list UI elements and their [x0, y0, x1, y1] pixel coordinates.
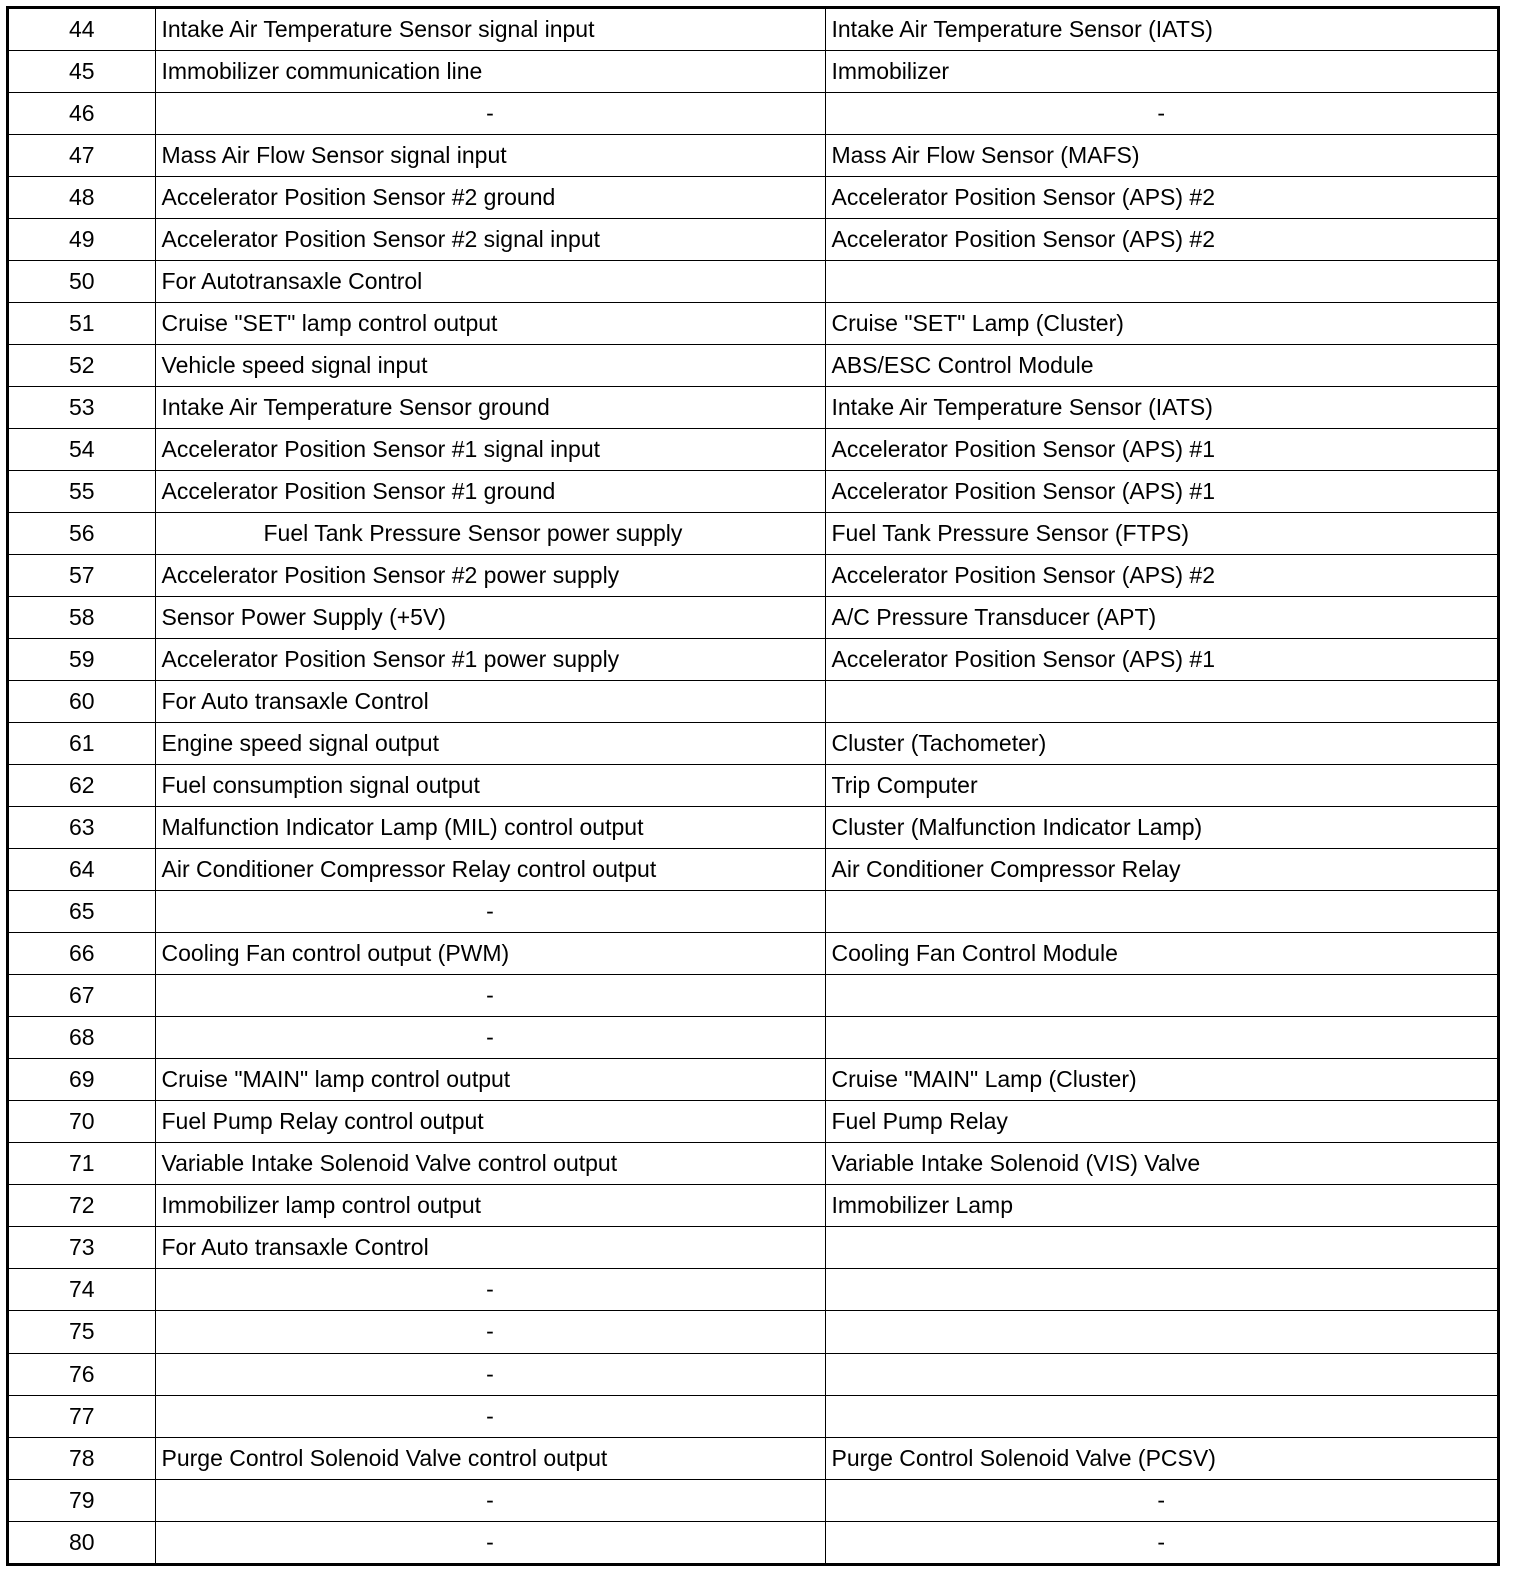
connected-component-cell: Intake Air Temperature Sensor (IATS) — [825, 387, 1497, 429]
pin-description-cell: Cooling Fan control output (PWM) — [155, 933, 825, 975]
table-row — [9, 1521, 1497, 1563]
table-row — [9, 555, 1497, 597]
pin-number-cell: 49 — [9, 219, 155, 261]
table-row — [9, 723, 1497, 765]
table-row — [9, 975, 1497, 1017]
connected-component-cell: Variable Intake Solenoid (VIS) Valve — [825, 1143, 1497, 1185]
pin-description-cell: - — [155, 93, 825, 135]
pin-number-cell: 53 — [9, 387, 155, 429]
table-row — [9, 849, 1497, 891]
pin-number-cell: 54 — [9, 429, 155, 471]
connected-component-cell: Mass Air Flow Sensor (MAFS) — [825, 135, 1497, 177]
connected-component-cell: - — [825, 1479, 1497, 1521]
connected-component-cell: Immobilizer Lamp — [825, 1185, 1497, 1227]
table-row — [9, 51, 1497, 93]
pin-number-cell: 50 — [9, 261, 155, 303]
connected-component-cell: Cluster (Tachometer) — [825, 723, 1497, 765]
pin-number-cell: 66 — [9, 933, 155, 975]
pin-description-cell: Vehicle speed signal input — [155, 345, 825, 387]
connected-component-cell — [825, 261, 1497, 303]
connected-component-cell — [825, 1311, 1497, 1353]
pin-description-cell: Engine speed signal output — [155, 723, 825, 765]
table-row — [9, 891, 1497, 933]
pin-number-cell: 55 — [9, 471, 155, 513]
pin-description-cell: - — [155, 891, 825, 933]
table-row — [9, 387, 1497, 429]
pin-number-cell: 76 — [9, 1353, 155, 1395]
pin-table-body — [9, 9, 1497, 1563]
pin-description-cell: Accelerator Position Sensor #1 signal input — [155, 429, 825, 471]
pin-number-cell: 68 — [9, 1017, 155, 1059]
table-row — [9, 1269, 1497, 1311]
pin-description-cell: - — [155, 1395, 825, 1437]
pin-description-cell: - — [155, 1017, 825, 1059]
table-row — [9, 1311, 1497, 1353]
table-row — [9, 93, 1497, 135]
connected-component-cell: Trip Computer — [825, 765, 1497, 807]
connected-component-cell — [825, 1353, 1497, 1395]
connected-component-cell — [825, 975, 1497, 1017]
pin-description-cell: Cruise "SET" lamp control output — [155, 303, 825, 345]
connected-component-cell: Intake Air Temperature Sensor (IATS) — [825, 9, 1497, 51]
table-row — [9, 765, 1497, 807]
pin-description-cell: Intake Air Temperature Sensor signal input — [155, 9, 825, 51]
pin-description-cell: - — [155, 975, 825, 1017]
pin-number-cell: 61 — [9, 723, 155, 765]
pin-description-cell: Cruise "MAIN" lamp control output — [155, 1059, 825, 1101]
connected-component-cell — [825, 1269, 1497, 1311]
table-row — [9, 345, 1497, 387]
table-row — [9, 933, 1497, 975]
pin-number-cell: 45 — [9, 51, 155, 93]
pin-number-cell: 79 — [9, 1479, 155, 1521]
pin-description-cell: For Auto transaxle Control — [155, 1227, 825, 1269]
pin-description-cell: Accelerator Position Sensor #1 power supply — [155, 639, 825, 681]
pin-number-cell: 60 — [9, 681, 155, 723]
table-row — [9, 1017, 1497, 1059]
table-row — [9, 807, 1497, 849]
connected-component-cell: Accelerator Position Sensor (APS) #1 — [825, 429, 1497, 471]
pin-number-cell: 73 — [9, 1227, 155, 1269]
pin-number-cell: 80 — [9, 1521, 155, 1563]
table-row — [9, 1143, 1497, 1185]
pin-number-cell: 51 — [9, 303, 155, 345]
pin-description-cell: Air Conditioner Compressor Relay control output — [155, 849, 825, 891]
table-row — [9, 1185, 1497, 1227]
connected-component-cell — [825, 1017, 1497, 1059]
pin-number-cell: 63 — [9, 807, 155, 849]
table-row — [9, 135, 1497, 177]
table-row — [9, 1101, 1497, 1143]
table-row — [9, 597, 1497, 639]
connected-component-cell: Fuel Pump Relay — [825, 1101, 1497, 1143]
pin-number-cell: 71 — [9, 1143, 155, 1185]
table-row — [9, 261, 1497, 303]
pin-number-cell: 52 — [9, 345, 155, 387]
pin-description-cell: Accelerator Position Sensor #2 power supply — [155, 555, 825, 597]
pin-description-cell: Accelerator Position Sensor #2 signal input — [155, 219, 825, 261]
table-row — [9, 9, 1497, 51]
connected-component-cell: Cruise "MAIN" Lamp (Cluster) — [825, 1059, 1497, 1101]
connected-component-cell: Immobilizer — [825, 51, 1497, 93]
pin-number-cell: 59 — [9, 639, 155, 681]
pin-description-cell: Accelerator Position Sensor #1 ground — [155, 471, 825, 513]
table-row — [9, 303, 1497, 345]
connected-component-cell — [825, 1395, 1497, 1437]
pin-number-cell: 70 — [9, 1101, 155, 1143]
pin-description-cell: - — [155, 1311, 825, 1353]
pin-description-cell: Immobilizer communication line — [155, 51, 825, 93]
pin-table-frame — [6, 6, 1500, 1566]
pin-number-cell: 48 — [9, 177, 155, 219]
table-row — [9, 1479, 1497, 1521]
pin-description-cell: Immobilizer lamp control output — [155, 1185, 825, 1227]
connected-component-cell: Accelerator Position Sensor (APS) #2 — [825, 177, 1497, 219]
pin-number-cell: 74 — [9, 1269, 155, 1311]
pin-description-cell: Intake Air Temperature Sensor ground — [155, 387, 825, 429]
table-row — [9, 1227, 1497, 1269]
pin-number-cell: 56 — [9, 513, 155, 555]
connected-component-cell: Purge Control Solenoid Valve (PCSV) — [825, 1437, 1497, 1479]
table-row — [9, 1395, 1497, 1437]
connected-component-cell: Cluster (Malfunction Indicator Lamp) — [825, 807, 1497, 849]
pin-number-cell: 58 — [9, 597, 155, 639]
pin-description-cell: For Auto transaxle Control — [155, 681, 825, 723]
connected-component-cell: Cooling Fan Control Module — [825, 933, 1497, 975]
pin-description-cell: Purge Control Solenoid Valve control output — [155, 1437, 825, 1479]
pin-description-cell: Malfunction Indicator Lamp (MIL) control output — [155, 807, 825, 849]
table-row — [9, 1437, 1497, 1479]
pin-description-cell: Sensor Power Supply (+5V) — [155, 597, 825, 639]
pin-description-cell: Variable Intake Solenoid Valve control output — [155, 1143, 825, 1185]
connected-component-cell: Accelerator Position Sensor (APS) #1 — [825, 639, 1497, 681]
connected-component-cell: ABS/ESC Control Module — [825, 345, 1497, 387]
table-row — [9, 177, 1497, 219]
pin-description-cell: Accelerator Position Sensor #2 ground — [155, 177, 825, 219]
pin-number-cell: 46 — [9, 93, 155, 135]
pin-description-cell: Mass Air Flow Sensor signal input — [155, 135, 825, 177]
connected-component-cell: Accelerator Position Sensor (APS) #2 — [825, 219, 1497, 261]
connected-component-cell: A/C Pressure Transducer (APT) — [825, 597, 1497, 639]
connected-component-cell: Accelerator Position Sensor (APS) #2 — [825, 555, 1497, 597]
connected-component-cell: Air Conditioner Compressor Relay — [825, 849, 1497, 891]
pin-number-cell: 44 — [9, 9, 155, 51]
table-row — [9, 219, 1497, 261]
table-row — [9, 471, 1497, 513]
connected-component-cell — [825, 891, 1497, 933]
pin-number-cell: 65 — [9, 891, 155, 933]
pin-number-cell: 78 — [9, 1437, 155, 1479]
pin-description-cell: Fuel Pump Relay control output — [155, 1101, 825, 1143]
table-row — [9, 1059, 1497, 1101]
table-row — [9, 681, 1497, 723]
pin-description-cell: Fuel consumption signal output — [155, 765, 825, 807]
pin-description-cell: - — [155, 1353, 825, 1395]
pin-description-cell: Fuel Tank Pressure Sensor power supply — [155, 513, 825, 555]
table-row — [9, 639, 1497, 681]
connected-component-cell: Cruise "SET" Lamp (Cluster) — [825, 303, 1497, 345]
pin-number-cell: 62 — [9, 765, 155, 807]
table-row — [9, 429, 1497, 471]
pin-description-cell: For Autotransaxle Control — [155, 261, 825, 303]
pin-number-cell: 75 — [9, 1311, 155, 1353]
connected-component-cell: - — [825, 1521, 1497, 1563]
pin-number-cell: 67 — [9, 975, 155, 1017]
connected-component-cell: - — [825, 93, 1497, 135]
pin-description-cell: - — [155, 1269, 825, 1311]
pin-description-cell: - — [155, 1479, 825, 1521]
pin-number-cell: 57 — [9, 555, 155, 597]
connected-component-cell: Accelerator Position Sensor (APS) #1 — [825, 471, 1497, 513]
pin-number-cell: 72 — [9, 1185, 155, 1227]
pin-number-cell: 64 — [9, 849, 155, 891]
pin-number-cell: 47 — [9, 135, 155, 177]
connected-component-cell — [825, 1227, 1497, 1269]
pin-number-cell: 77 — [9, 1395, 155, 1437]
table-row — [9, 1353, 1497, 1395]
connected-component-cell: Fuel Tank Pressure Sensor (FTPS) — [825, 513, 1497, 555]
connected-component-cell — [825, 681, 1497, 723]
pin-description-cell: - — [155, 1521, 825, 1563]
table-row — [9, 513, 1497, 555]
pin-table — [9, 9, 1497, 1563]
pin-number-cell: 69 — [9, 1059, 155, 1101]
